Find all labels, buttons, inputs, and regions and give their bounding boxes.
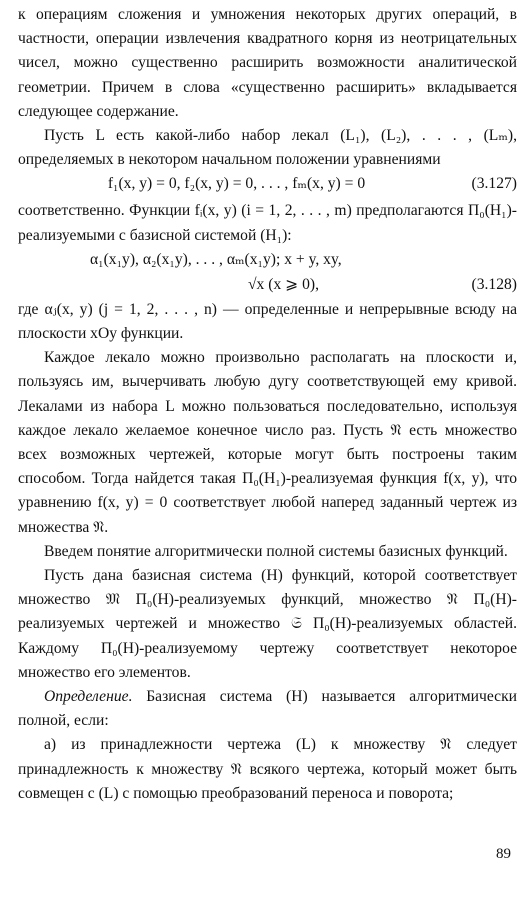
paragraph-where: где αⱼ(x, y) (j = 1, 2, . . . , n) — определенные и непрерывные всюду на плоскости xOy функции. bbox=[18, 300, 517, 343]
paragraph-functions: соответственно. Функции fᵢ(x, y) (i = 1, 2, . . . , m) предполагаются Π₀(H₁)-реализуемыми с базисной системой (H₁): bbox=[18, 202, 517, 244]
equation-number: (3.128) bbox=[471, 275, 517, 293]
paragraph-item-a: а) из принадлежности чертежа (L) к множеству 𝔑 следует принадлежность к множеству 𝔑 всякого чертежа, который может быть совмещен с (L) с помощью преобразований переноса и поворота; bbox=[18, 736, 517, 802]
equation-body: f₁(x, y) = 0, f₂(x, y) = 0, . . . , fₘ(x, y) = 0 bbox=[107, 175, 366, 193]
equation-3-127 bbox=[18, 172, 517, 199]
equation-3-128 bbox=[18, 248, 517, 298]
equation-line-2: √x (x ⩾ 0), bbox=[248, 275, 319, 293]
paragraph-introduce: Введем понятие алгоритмически полной системы базисных функций. bbox=[44, 542, 508, 560]
equation-number: (3.127) bbox=[471, 175, 517, 193]
paragraph-continuation: к операциям сложения и умножения некоторых других операций, в частности, операции извлечения квадратного корня из неотрицательных чисел, можно существенно расширить возможности аналитической геометрии. Причем в слова «существенно расширить» вкладывается следующее содержание. bbox=[18, 6, 517, 120]
paragraph-each-lekalo: Каждое лекало можно произвольно располагать на плоскости и, пользуясь им, вычерчивать любую дугу соответствующей ему кривой. Лекалами из набора L можно пользоваться последовательно, используя каждое лекало желаемое конечное число раз. Пусть 𝔑 есть множество всех возможных чертежей, которые могут быть построены таким способом. Тогда найдется такая Π₀(H₁)-реализуемая функция f(x, y), что уравнению f(x, y) = 0 соответствует любой наперед заданный чертеж из множества 𝔑. bbox=[18, 349, 517, 536]
equation-line-1: α₁(x₁y), α₂(x₁y), . . . , αₘ(x₁y); x + y, xy, bbox=[90, 250, 342, 268]
paragraph-lekala-set: Пусть L есть какой-либо набор лекал (L₁), (L₂), . . . , (Lₘ), определяемых в некотором начальном положении уравнениями bbox=[18, 127, 517, 169]
paragraph-basis-system: Пусть дана базисная система (H) функций, которой соответствует множество 𝔐 Π₀(H)-реализуемых функций, множество 𝔑 Π₀(H)-реализуемых чертежей и множество 𝔖 Π₀(H)-реализуемых областей. Каждому Π₀(H)-реализуемому чертежу соответствует некоторое множество его элементов. bbox=[18, 567, 517, 681]
paragraph-definition bbox=[18, 685, 517, 733]
definition-text: Базисная система (H) называется алгоритмически полной, если: bbox=[18, 688, 517, 730]
definition-label: Определение. bbox=[44, 688, 133, 706]
page-number: 89 bbox=[496, 846, 511, 862]
